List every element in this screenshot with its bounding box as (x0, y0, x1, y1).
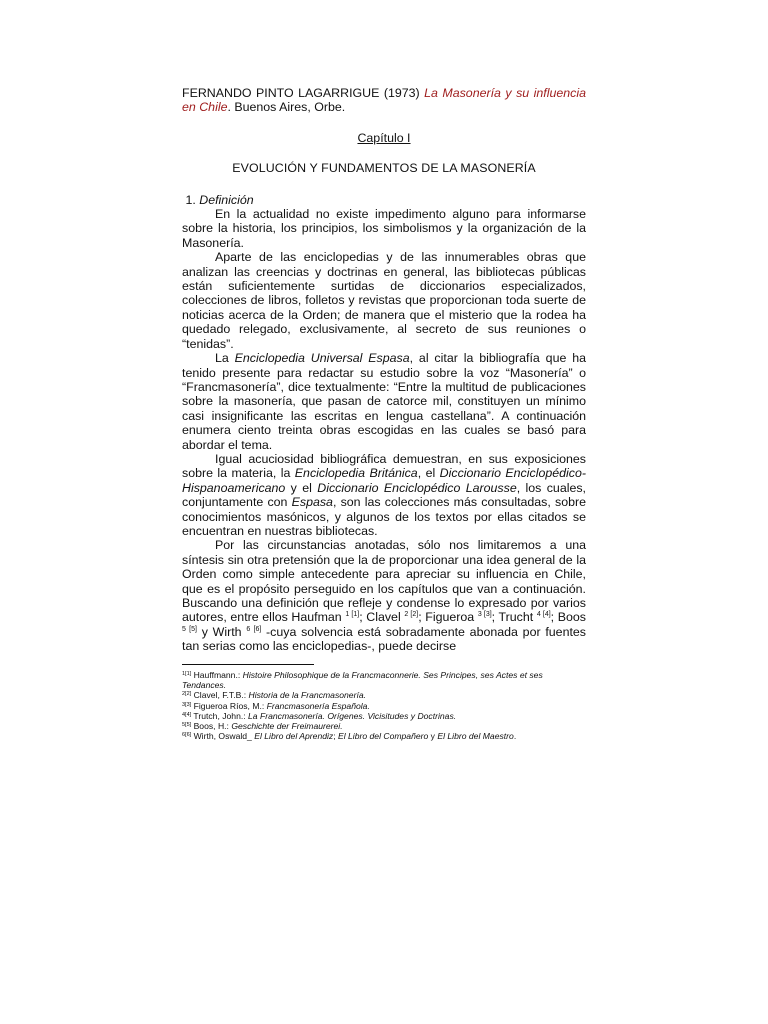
footnote-separator-text: y (428, 731, 438, 742)
footnote-2 (182, 690, 586, 700)
footnote-author: Hauffmann.: (191, 670, 243, 680)
text-run: , al citar la bibliografía que ha tenido presente para redactar su estudio sobre la voz “Masonería” o “Francmasonería”, dice textualmente: “Entre la multitud de publicaciones sobre la masonería, que pasan de catorce mil, constituyen un mínimo casi insignificante las escritas en lengua castellana”. A continuación enumera ciento treinta obras escogidas en las cuales se basó para abordar el tema. (182, 351, 587, 452)
footnote-author: Wirth, Oswald_ (191, 731, 255, 742)
text-run: ; Figueroa (418, 610, 475, 625)
text-run: ; Clavel (359, 610, 401, 625)
footnote-work: Geschichte der Freimaurerei. (231, 721, 343, 732)
text-run: ; Boos (550, 610, 586, 625)
text-run: , son las colecciones más consultadas, sobre conocimientos masónicos, y algunos de los textos por ellas citados se encuentran en nuestras bibliotecas. (182, 495, 586, 538)
footnote-4 (182, 711, 586, 721)
footnote-ref[interactable]: 1 [1] (345, 611, 360, 619)
footnote-mark: 6[6] (182, 732, 192, 739)
footnote-work: La Francmasonería. Orígenes. Vicisitudes y Doctrinas. (248, 710, 457, 721)
chapter-title: EVOLUCIÓN Y FUNDAMENTOS DE LA MASONERÍA (232, 161, 536, 176)
footnote-work: Historia de la Francmasonería. (248, 690, 366, 701)
italic-title: Enciclopedia Universal Espasa (234, 351, 410, 366)
chapter-heading: Capítulo I (357, 130, 411, 145)
paragraph-2: Aparte de las enciclopedias y de las innumerables obras que analizan las creencias y doctrinas en general, las bibliotecas públicas están suficientemente surtidas de diccionarios especializados, colecciones de libros, folletos y revistas que proporcionan toda suerte de noticias acerca de la Orden; de manera que el misterio que la rodea ha quedado relegado, exclusivamente, al secreto de sus reuniones o “tenidas”. (182, 250, 586, 351)
text-run: y Wirth (196, 624, 242, 639)
footnote-ref[interactable]: 6 [6] (246, 625, 262, 633)
reference-book-title: La Masonería y su influencia en Chile (182, 86, 586, 115)
footnote-6 (182, 731, 586, 741)
text-run: , el (417, 466, 440, 481)
bibliographic-reference (182, 86, 586, 115)
section-number: 1. (185, 192, 196, 207)
footnote-mark: 2[2] (182, 691, 192, 698)
footnote-ref[interactable]: 4 [4] (536, 611, 551, 619)
reference-author: FERNANDO PINTO LAGARRIGUE (1973) (182, 86, 420, 100)
footnote-separator-text: ; (333, 731, 338, 742)
text-run: , los cuales, conjuntamente con (182, 480, 586, 510)
footnote-work: Histoire Philosophique de la Francmaconnerie. Ses Principes, ses Actes et ses Tendances. (182, 670, 543, 691)
footnotes (182, 670, 586, 741)
paragraph-4 (182, 452, 586, 538)
footnote-author: Boos, H.: (191, 721, 232, 732)
footnote-author: Clavel, F.T.B.: (191, 690, 249, 701)
reference-publisher: . Buenos Aires, Orbe. (227, 100, 346, 115)
footnote-author: Figueroa Ríos, M.: (191, 700, 267, 711)
footnote-mark: 4[4] (182, 711, 192, 718)
footnote-1 (182, 670, 586, 690)
section-name: Definición (199, 192, 254, 207)
footnote-mark: 3[3] (182, 701, 192, 708)
footnote-work: El Libro del Aprendiz (254, 731, 334, 742)
paragraph-5 (182, 538, 586, 653)
footnote-mark: 5[5] (182, 722, 192, 729)
footnote-ref[interactable]: 5 [5] (182, 625, 197, 633)
footnote-3 (182, 701, 586, 711)
text-run: Igual acuciosidad bibliográfica demuestran, en sus exposiciones sobre la materia, la (182, 451, 586, 481)
text-run: Por las circunstancias anotadas, sólo nos limitaremos a una síntesis sin otra pretensión que la de proporcionar una idea general de la Orden como simple antecedente para apreciar su influencia en Chile, que es el propósito perseguido en los capítulos que van a continuación. Buscando una definición que refleje y condense lo expresado por varios autores, entre ellos Haufman (182, 538, 586, 625)
footnote-separator (182, 664, 314, 665)
text-run: ; Trucht (491, 610, 534, 625)
footnote-mark: 1[1] (182, 671, 192, 677)
footnote-author: Trutch, John.: (191, 710, 249, 721)
footnote-end: . (513, 731, 517, 742)
footnote-5 (182, 721, 586, 731)
footnote-ref[interactable]: 2 [2] (404, 611, 419, 619)
footnote-work: El Libro del Compañero (338, 731, 429, 742)
text-run: -cuya solvencia está sobradamente abonada por fuentes tan serias como las enciclopedias-, puede decirse (182, 624, 586, 654)
document-body (182, 86, 586, 654)
section-heading (182, 193, 586, 207)
italic-title: Enciclopedia Británica (294, 466, 418, 481)
paragraph-1: En la actualidad no existe impedimento alguno para informarse sobre la historia, los principios, los simbolismos y la organización de la Masonería. (182, 207, 586, 250)
footnote-ref[interactable]: 3 [3] (477, 611, 492, 619)
italic-title: Espasa (291, 495, 333, 510)
paragraph-3 (182, 351, 586, 452)
footnote-work: Francmasonería Española. (266, 700, 370, 711)
italic-title: Diccionario Enciclopédico Larousse (317, 480, 517, 495)
footnote-work: El Libro del Maestro (437, 731, 514, 742)
text-run: y el (285, 480, 318, 495)
text-run: La (215, 351, 235, 366)
italic-title: Diccionario Enciclopédico-Hispanoamericano (182, 466, 586, 495)
